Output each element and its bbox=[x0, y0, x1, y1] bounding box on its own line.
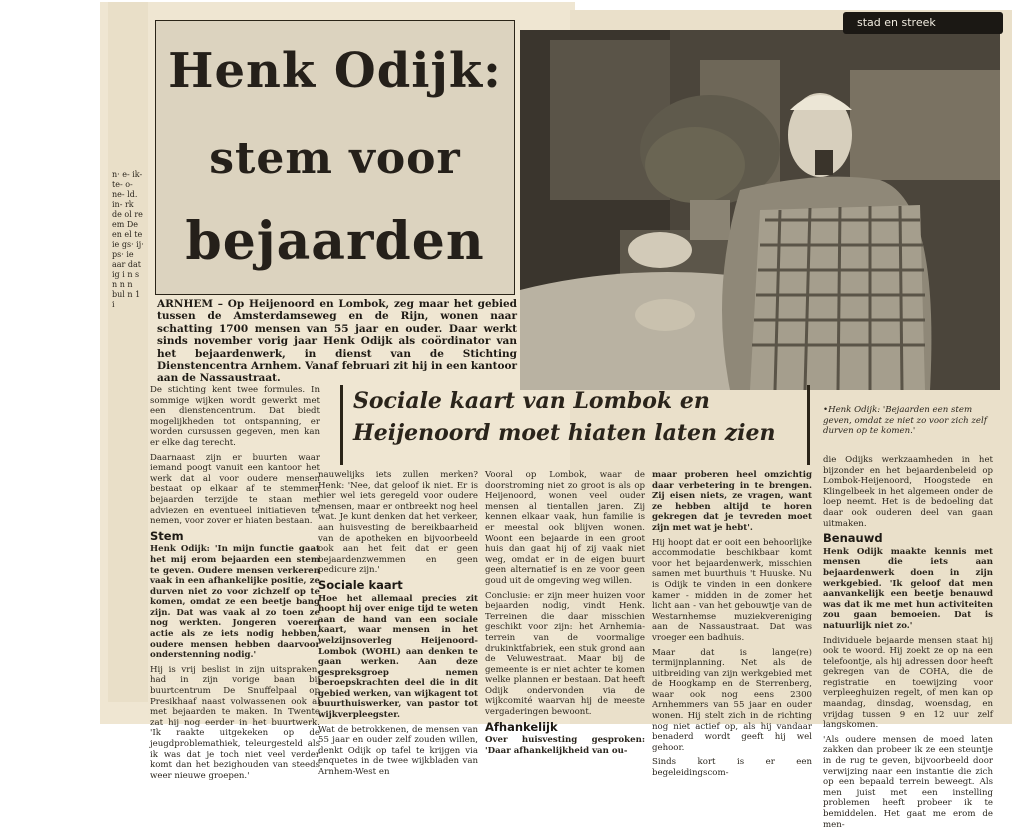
photo-image bbox=[520, 30, 1000, 390]
paragraph: 'Als oudere mensen de moed laten zakken dan probeer ik ze een steuntje in de rug te geven, bijvoorbeeld door verwijzing naar een instantie die zich op een bepaald terrein beweegt. Als men juist met een instelling problemen heeft probeer ik te bemiddelen. Het gaat me erom de men- bbox=[823, 734, 993, 830]
paragraph: De stichting kent twee formules. In sommige wijken wordt gewerkt met een dienstencentrum. Dat biedt mogelijkheden tot ontspanning, er worden cursussen gegeven, men kan er elke dag terecht. bbox=[150, 385, 320, 448]
article-column-1 bbox=[150, 385, 320, 781]
subheadline-banner bbox=[340, 385, 810, 465]
subhead-sociale-kaart: Sociale kaart bbox=[318, 577, 403, 592]
paragraph: Hij hoopt dat er ooit een behoorlijke accommodatie beschikbaar komt voor het bejaardenwerk, misschien samen met buurthuis 't Huuske. Nu is Odijk te vinden in een donkere kamer - midden in de zomer het licht aan - van het gebouwtje van de Westarnhemse muziekvereniging aan de Nassaustraat. Dat was vroeger een badhuis. bbox=[652, 537, 812, 643]
subhead-afhankelijk: Afhankelijk bbox=[485, 719, 558, 734]
headline-box bbox=[155, 20, 515, 295]
paragraph: Wat de betrokkenen, de mensen van 55 jaar en ouder zelf zouden willen, denkt Odijk op tafel te krijgen via enquetes in de twee wijkbladen van Arnhem-West en bbox=[318, 724, 478, 778]
section-tag: stad en streek bbox=[843, 12, 1003, 34]
intro-paragraph: ARNHEM – Op Heijenoord en Lombok, zeg maar het gebied tussen de Amsterdamseweg en de Rijn, wonen naar schatting 1700 mensen van 55 jaar en ouder. Daar werkt sinds november vorig jaar Henk Odijk als coördinator van het bejaardenwerk, in dienst van de Stichting Dienstencentra Arnhem. Vanaf februari zit hij in een kantoor aan de Nassaustraat. bbox=[157, 298, 517, 385]
clipped-column-fragment: n· e- ik- te- o- ne- ld. in- rk de ol re em De en el te ie gs· ij· ps· ie aar dat ig i n s n n n bul n 1 i bbox=[112, 170, 144, 309]
portrait-photo bbox=[520, 30, 1000, 390]
article-column-5 bbox=[823, 455, 993, 830]
paragraph: Sinds kort is er een begeleidingscom- bbox=[652, 757, 812, 779]
paragraph: Individuele bejaarde mensen staat hij ook te woord. Hij zoekt ze op na een telefoontje, als hij adressen door heeft gekregen van de COHA, die de registratie en toewijzing voor verpleeghuizen regelt, of men kan op maandag, dinsdag, woensdag, en vrijdag tussen 9 en 12 uur zelf langskomen. bbox=[823, 635, 993, 731]
subhead-benauwd: Benauwd bbox=[823, 531, 883, 546]
paragraph: Hoe het allemaal precies zit hoopt hij over enige tijd te weten aan de hand van een sociale kaart, waar mensen in het welzijnsoverleg Heijenoord-Lombok (WOHL) aan denken te gaan werken. Aan deze gespreksgroep nemen beroepskrachten deel die in dit gebied werken, van wijkagent tot buurthuiswerker, van pastor tot wijkverpleegster. bbox=[318, 593, 478, 721]
paragraph: Henk Odijk: 'In mijn functie gaat het mij erom bejaarden een stem te geven. Oudere mensen verkeren vaak in een afhankelijke positie, ze durven niet zo voor zichzelf op te komen, omdat ze een beetje bang zijn. Dat was vaak al zo toen ze nog werkten. Jongeren voeren actie als ze iets nodig hebben, oudere mensen hebben daarvoor onderstenning nodig.' bbox=[150, 544, 320, 661]
headline-line-2: stem voor bbox=[209, 133, 461, 184]
photo-caption: •Henk Odijk: 'Bejaarden een stem geven, omdat ze niet zo voor zich zelf durven op te komen.' bbox=[823, 405, 987, 436]
paragraph: nauwelijks iets zullen merken? Henk: 'Nee, dat geloof ik niet. Er is hier wel iets geregeld voor oudere mensen, maar er ontbreekt nog heel wat. Je kunt denken dat het verkeer, aan huisvesting de bereikbaarheid van de apotheken en bijvoorbeeld ook aan het feit dat er geen bejaardenzwemmen en geen pedicure zijn.' bbox=[318, 470, 478, 576]
paragraph: Hij is vrij beslist in zijn uitspraken, had in zijn vorige baan bij buurtcentrum De Snuffelpaal op Presikhaaf naast volwassenen ook al met bejaarden te maken. In Twente zat hij nog eerder in het buurtwerk. 'Ik raakte uitgekeken op de jeugdproblemathiek, teleurgesteld als ik was dat je toch niet veel verder komt dan het bezighouden van steeds weer nieuwe groepen.' bbox=[150, 664, 320, 781]
paragraph: Daarnaast zijn er buurten waar iemand poogt vanuit een kantoor het werk dat al voor oudere mensen bestaat op elkaar af te stemmen bejaarden terzijde te staan met adviezen en eventueel initiatieven te nemen, voor zover er hiaten bestaan. bbox=[150, 452, 320, 527]
subhead-stem: Stem bbox=[150, 528, 184, 543]
article-column-4 bbox=[652, 470, 812, 779]
headline-line-1: Henk Odijk: bbox=[168, 43, 502, 99]
paragraph: Over huisvesting gesproken: 'Daar afhankelijkheid van ou- bbox=[485, 735, 645, 756]
paragraph: Henk Odijk maakte kennis met mensen die iets aan bejaardenwerk doen in zijn werkgebied. 'Ik geloof dat men aanvankelijk een beetje benauwd was dat ik me met hun activiteiten zou gaan bemoeien. Dat is natuurlijk niet zo.' bbox=[823, 546, 993, 631]
headline-line-3: bejaarden bbox=[185, 211, 485, 272]
paragraph: die Odijks werkzaamheden in het bijzonder en het bejaardenbeleid op Lombok-Heijenoord, Hoogstede en Klingelbeek in het algemeen onder de loep neemt. Het is de bedoeling dat daar ook ouderen deel van gaan uitmaken. bbox=[823, 455, 993, 529]
article-column-3 bbox=[485, 470, 645, 756]
paragraph: Maar dat is lange(re) termijnplanning. Net als de uitbreiding van zijn werkgebied met de Hoogkamp en de Sterrenberg, waar ook nog eens 2300 Arnhemmers van 55 jaar en ouder wonen. Hij stelt zich in de richting nog niet actief op, als hij vandaar benaderd wordt geeft hij wel gehoor. bbox=[652, 647, 812, 753]
subheadline-line-1: Sociale kaart van Lombok en bbox=[353, 388, 710, 414]
paragraph: Vooral op Lombok, waar de doorstroming niet zo groot is als op Heijenoord, wonen veel ouder mensen al tientallen jaren. Zij kennen elkaar vaak, hun familie is er meestal ook blijven wonen. Woont een bejaarde in een groot huis dan gaat hij of zij vaak niet weg, omdat er in de eigen buurt geen alternatief is en ze voor geen goud uit de omgeving weg willen. bbox=[485, 470, 645, 586]
article-column-2 bbox=[318, 470, 478, 778]
subheadline-line-2: Heijenoord moet hiaten laten zien bbox=[353, 420, 776, 446]
paragraph: Conclusie: er zijn meer huizen voor bejaarden nodig, vindt Henk. Terreinen die daar misschien geschikt voor zijn: het Arnhemia-terrein van de voormalige drukinktfabriek, een stuk grond aan de Veluwestraat. Maar bij de gemeente is er niet achter te komen welke plannen er bestaan. Dat heeft Odijk ondervonden via de wijkcomité waarvan hij de meeste vergaderingen bewoont. bbox=[485, 590, 645, 718]
paragraph: maar proberen heel omzichtig daar verbetering in te brengen. Zij eisen niets, ze vragen, want ze hebben altijd te horen gekregen dat je tevreden moet zijn met wat je hebt'. bbox=[652, 470, 812, 533]
